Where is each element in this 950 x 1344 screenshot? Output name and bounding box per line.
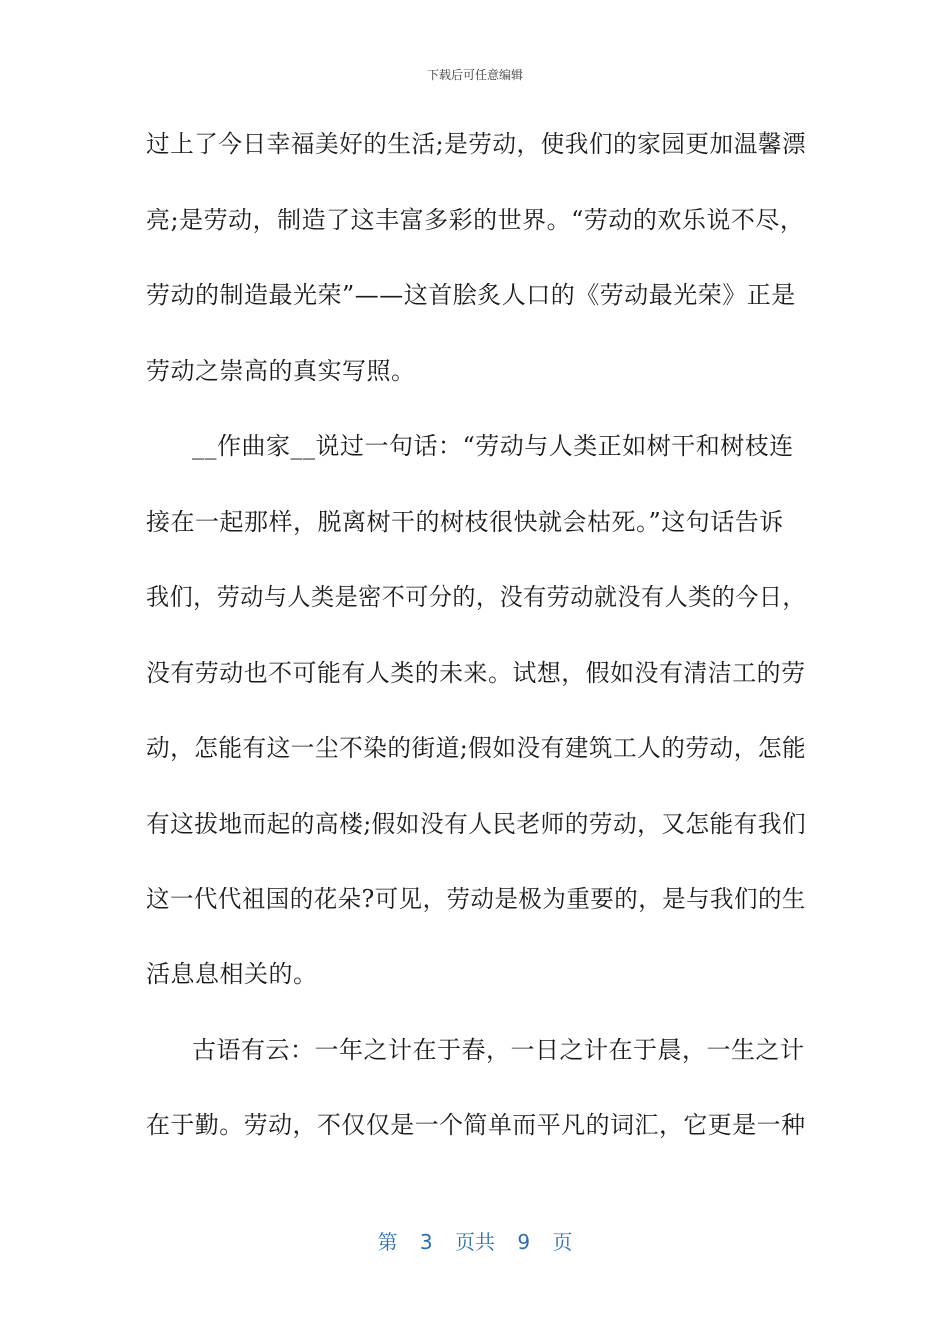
page-header-note: 下载后可任意编辑 xyxy=(426,68,523,82)
total-pages: 9 xyxy=(517,1230,531,1254)
page-footer xyxy=(0,1226,950,1255)
body-line: 有这拔地而起的高楼;假如没有人民老师的劳动，又怎能有我们 xyxy=(146,810,807,838)
body-line: 亮;是劳动，制造了这丰富多彩的世界。“劳动的欢乐说不尽， xyxy=(146,206,805,234)
body-line: 劳动之崇高的真实写照。 xyxy=(146,357,416,385)
body-line: 我们，劳动与人类是密不可分的，没有劳动就没有人类的今日， xyxy=(146,583,807,611)
paragraph-start-line: __作曲家__说过一句话：“劳动与人类正如树干和树枝连 xyxy=(192,432,794,460)
page-label: 第 xyxy=(377,1230,398,1254)
body-line: 接在一起那样，脱离树干的树枝很快就会枯死。”这句话告诉 xyxy=(146,508,784,536)
body-line: 在于勤。劳动，不仅仅是一个简单而平凡的词汇，它更是一种 xyxy=(146,1111,806,1139)
body-line: 动，怎能有这一尘不染的街道;假如没有建筑工人的劳动，怎能 xyxy=(146,734,807,762)
paragraph-start-line: 古语有云：一年之计在于春，一日之计在于晨，一生之计 xyxy=(192,1036,805,1064)
page-suffix: 页 xyxy=(552,1230,573,1254)
body-line: 这一代代祖国的花朵?可见，劳动是极为重要的，是与我们的生 xyxy=(146,885,806,913)
body-line: 活息息相关的。 xyxy=(146,960,318,988)
body-line: 劳动的制造最光荣”——这首脍炙人口的《劳动最光荣》正是 xyxy=(146,281,796,309)
body-line: 过上了今日幸福美好的生活;是劳动，使我们的家园更加温馨漂 xyxy=(146,130,807,158)
page-number: 3 xyxy=(419,1230,433,1254)
body-line: 没有劳动也不可能有人类的未来。试想，假如没有清洁工的劳 xyxy=(146,659,806,687)
page-separator: 页共 xyxy=(455,1230,495,1254)
